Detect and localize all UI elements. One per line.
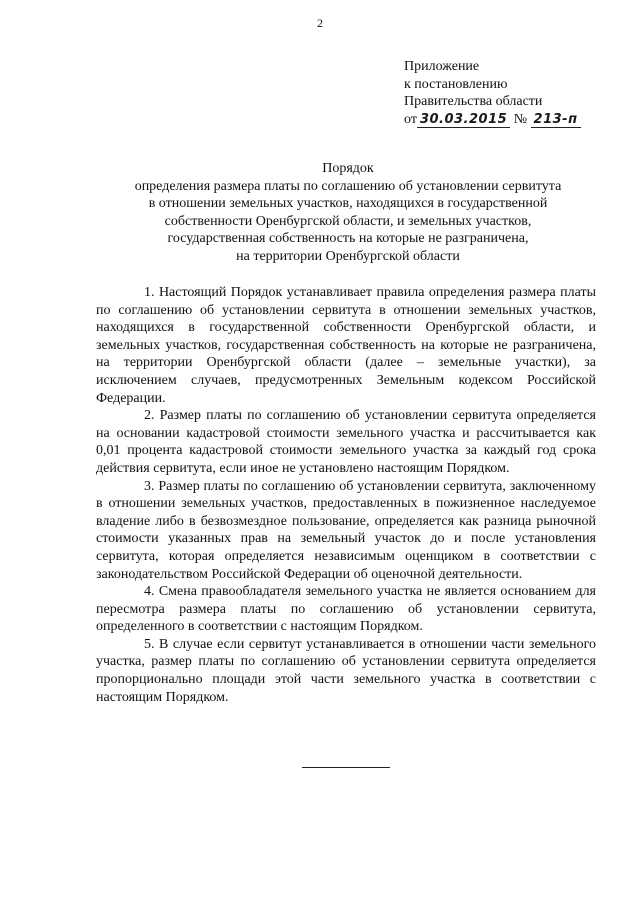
- paragraph-1: 1. Настоящий Порядок устанавливает правила определения размера платы по соглашению об установлении сервитута в отношении земельных участков, находящихся в государственной собственности Оренбургской области, и земельных участков, государственная собственность на которые не разграничена, на территории Оренбургской области (далее – земельные участки), за исключением случаев, предусмотренных Земельным кодексом Российской Федерации.: [96, 285, 596, 406]
- document-body: [96, 284, 596, 706]
- title-line-3: собственности Оренбургской области, и земельных участков,: [164, 213, 532, 229]
- paragraph-4: 4. Смена правообладателя земельного участка не является основанием для пересмотра размера платы по соглашению об установлении сервитута, определенного в соответствии с настоящим Порядком.: [96, 584, 596, 635]
- date-prefix: от: [404, 111, 417, 127]
- title-line-5: на территории Оренбургской области: [236, 248, 460, 264]
- handwritten-date: 30.03.2015: [417, 112, 510, 128]
- paragraph-3: 3. Размер платы по соглашению об установлении сервитута, заключенному в отношении земельных участков, предоставленных в пожизненное наследуемое владение либо в безвозмездное пользование, определяется как разница рыночной стоимости указанных прав на земельный участок до и после установления сервитута, которая определяется независимым оценщиком в соответствии с законодательством Российской Федерации об оценочной деятельности.: [96, 478, 596, 582]
- appendix-date-line: [404, 111, 581, 129]
- appendix-line-3: Правительства области: [404, 94, 543, 109]
- closing-divider: [302, 767, 390, 768]
- paragraph-2: 2. Размер платы по соглашению об установлении сервитута определяется на основании кадастровой стоимости земельного участка и рассчитывается как 0,01 процента кадастровой стоимости земельного участка за каждый год срока действия сервитута, если иное не установлено настоящим Порядком.: [96, 408, 596, 476]
- appendix-line-1: Приложение: [404, 59, 480, 74]
- number-sign: №: [513, 111, 528, 127]
- title-line-4: государственная собственность на которые не разграничена,: [167, 231, 529, 246]
- title-heading: Порядок: [322, 161, 374, 176]
- document-title: [96, 160, 600, 265]
- title-line-1: определения размера платы по соглашению об установлении сервитута: [134, 178, 562, 194]
- appendix-block: [404, 58, 581, 128]
- handwritten-number: 213-п: [531, 112, 581, 128]
- appendix-line-2: к постановлению: [404, 76, 508, 92]
- title-line-2: в отношении земельных участков, находящихся в государственной: [148, 196, 548, 211]
- page-number: 2: [317, 16, 323, 30]
- paragraph-5: 5. В случае если сервитут устанавливается в отношении части земельного участка, размер платы по соглашению об установлении сервитута определяется пропорционально площади этой части земельного участка в соответствии с настоящим Порядком.: [96, 636, 596, 705]
